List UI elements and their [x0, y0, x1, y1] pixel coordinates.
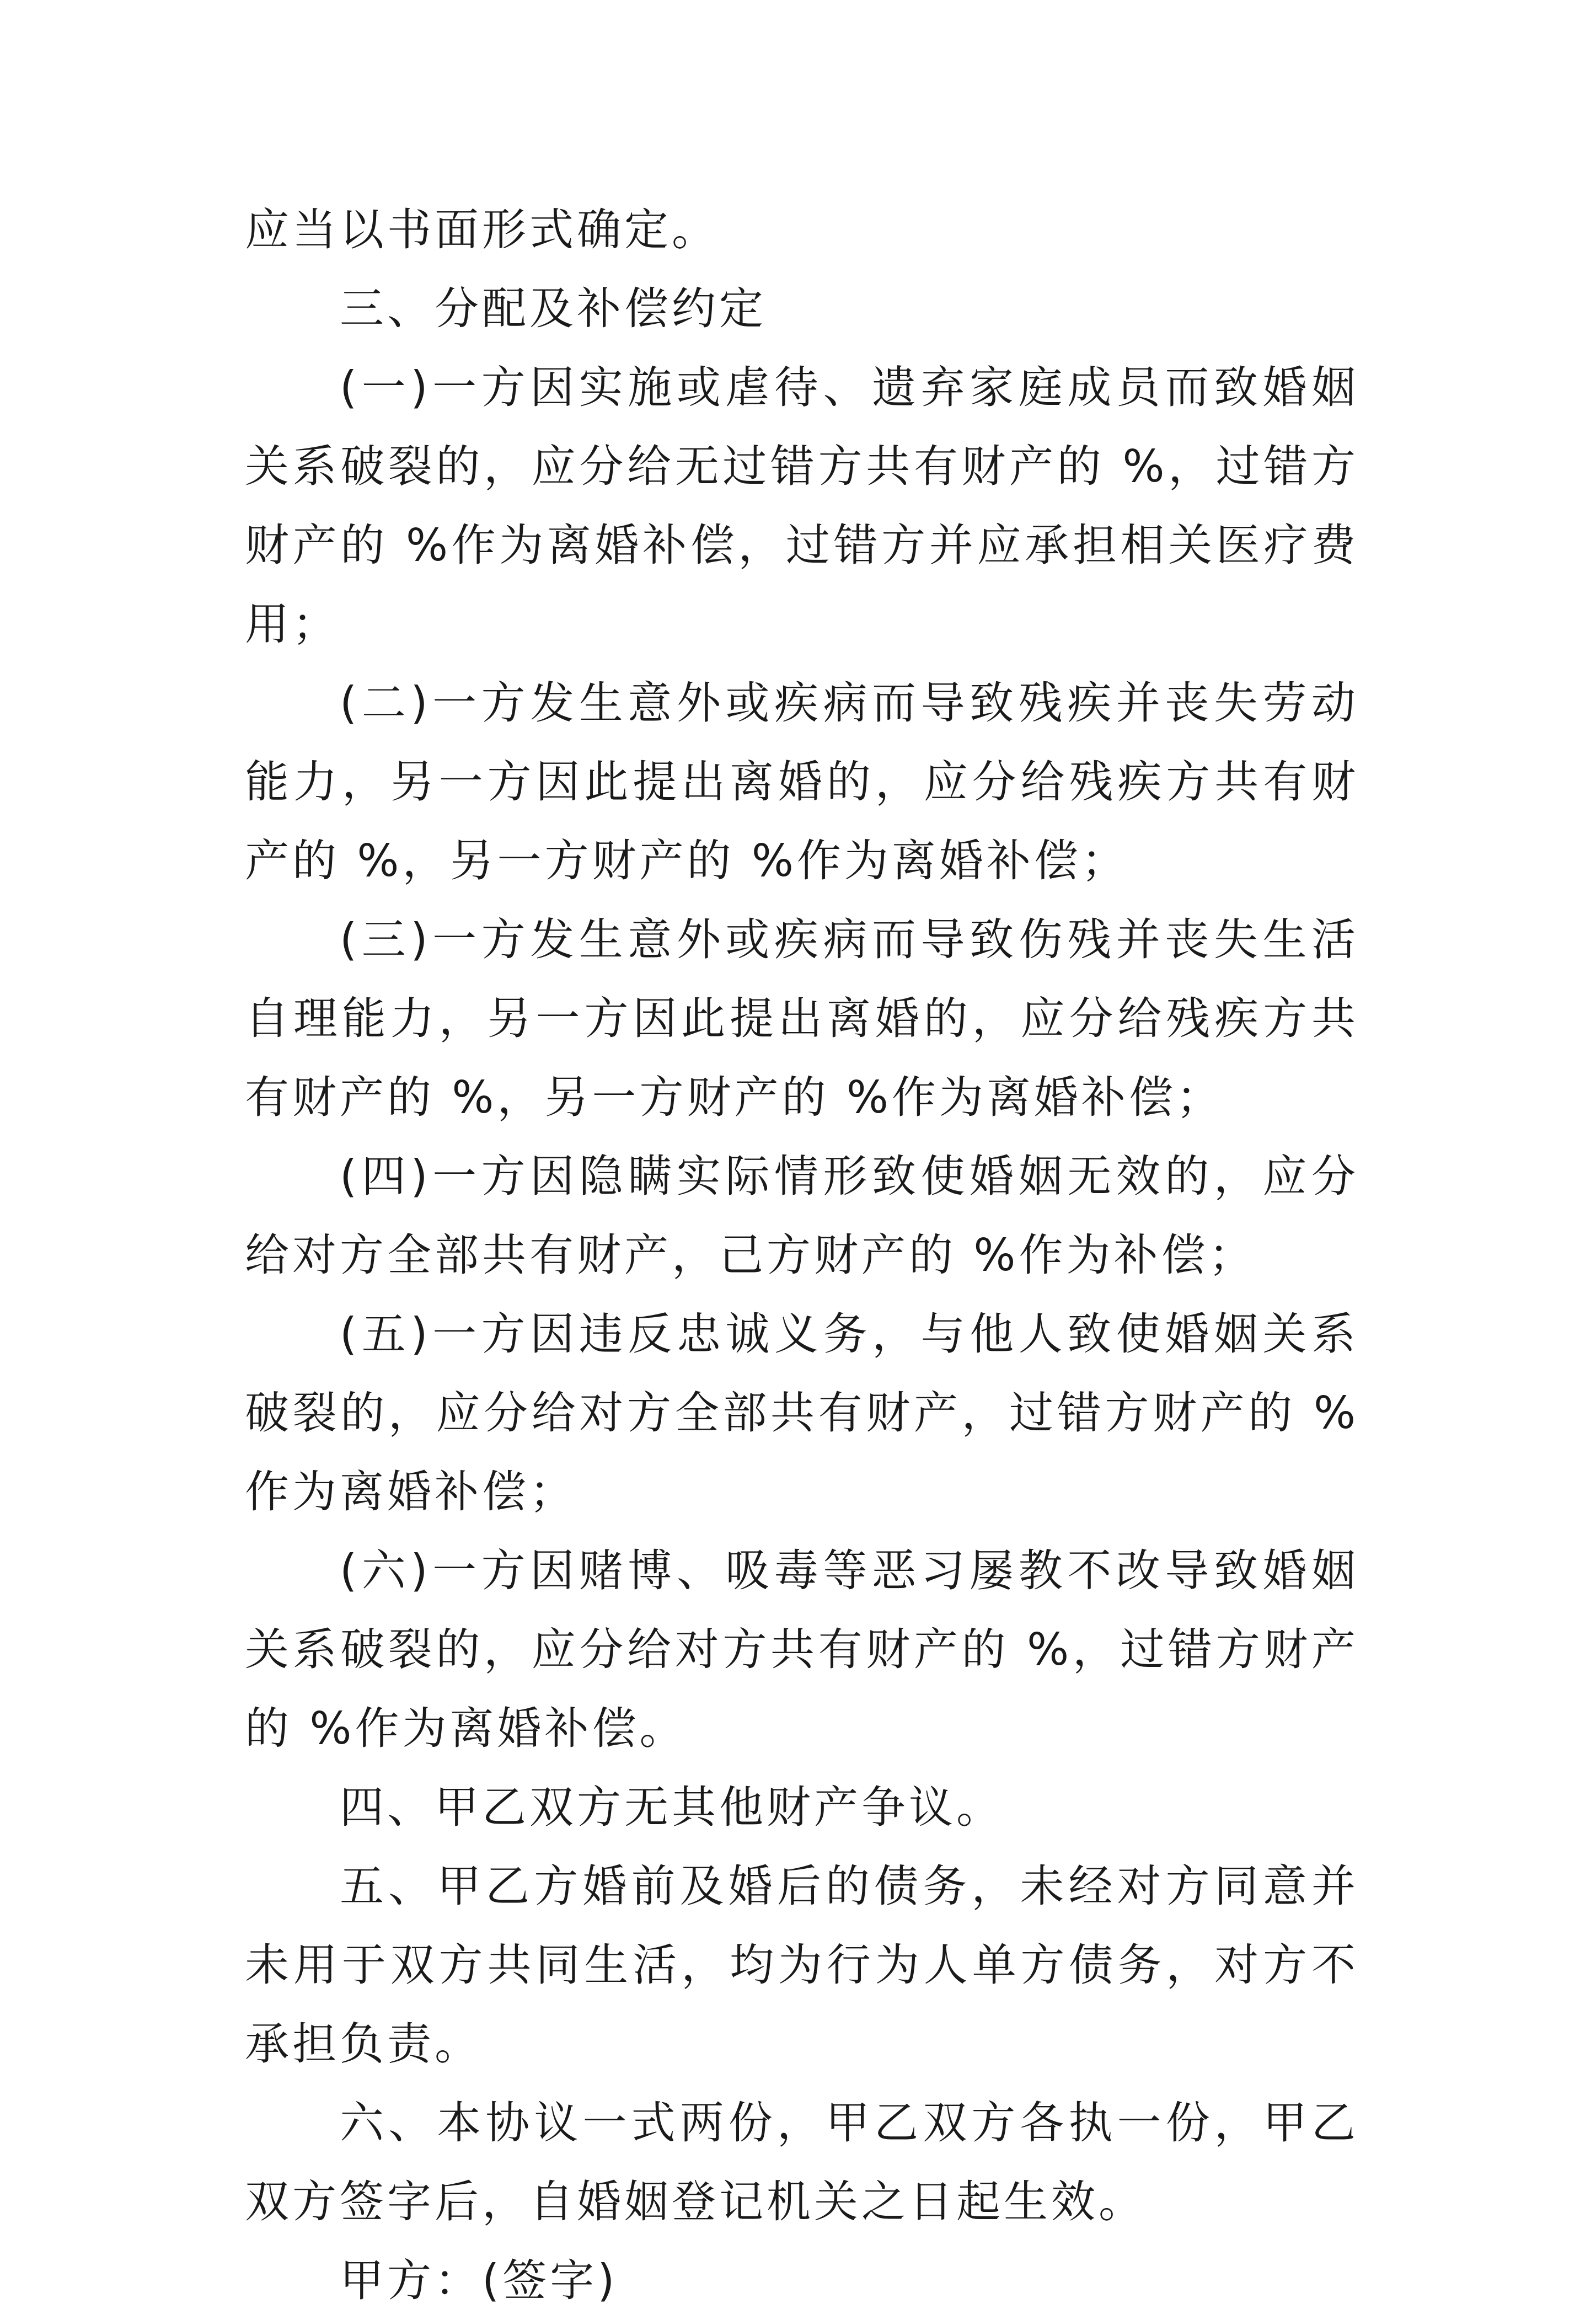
section-four: 四、甲乙双方无其他财产争议。 — [340, 1782, 1004, 1833]
clause-5: (五)一方因违反忠诚义务，与他人致使婚姻关系破裂的，应分给对方全部共有财产，过错方财产的 %作为离婚补偿； — [245, 1308, 1359, 1517]
clause-3: (三)一方发生意外或疾病而导致伤残并丧失生活自理能力，另一方因此提出离婚的，应分给残疾方共有财产的 %，另一方财产的 %作为离婚补偿； — [245, 914, 1359, 1123]
section-five: 五、甲乙方婚前及婚后的债务，未经对方同意并未用于双方共同生活，均为行为人单方债务，对方不承担负责。 — [245, 1861, 1359, 2070]
signature-party-a: 甲方：(签字) — [340, 2255, 618, 2306]
document-body — [245, 190, 1359, 2320]
section-heading-distribution: 三、分配及补偿约定 — [340, 283, 767, 334]
paragraph-continuation: 应当以书面形式确定。 — [245, 204, 719, 255]
clause-2: (二)一方发生意外或疾病而导致残疾并丧失劳动能力，另一方因此提出离婚的，应分给残疾方共有财产的 %，另一方财产的 %作为离婚补偿； — [245, 677, 1359, 886]
clause-1: (一)一方因实施或虐待、遗弃家庭成员而致婚姻关系破裂的，应分给无过错方共有财产的 %，过错方财产的 %作为离婚补偿，过错方并应承担相关医疗费用； — [245, 362, 1359, 650]
clause-4: (四)一方因隐瞒实际情形致使婚姻无效的，应分给对方全部共有财产，己方财产的 %作为补偿； — [245, 1151, 1359, 1281]
section-six: 六、本协议一式两份，甲乙双方各执一份，甲乙双方签字后，自婚姻登记机关之日起生效。 — [245, 2097, 1359, 2227]
clause-6: (六)一方因赌博、吸毒等恶习屡教不改导致婚姻关系破裂的，应分给对方共有财产的 %，过错方财产的 %作为离婚补偿。 — [245, 1545, 1359, 1754]
